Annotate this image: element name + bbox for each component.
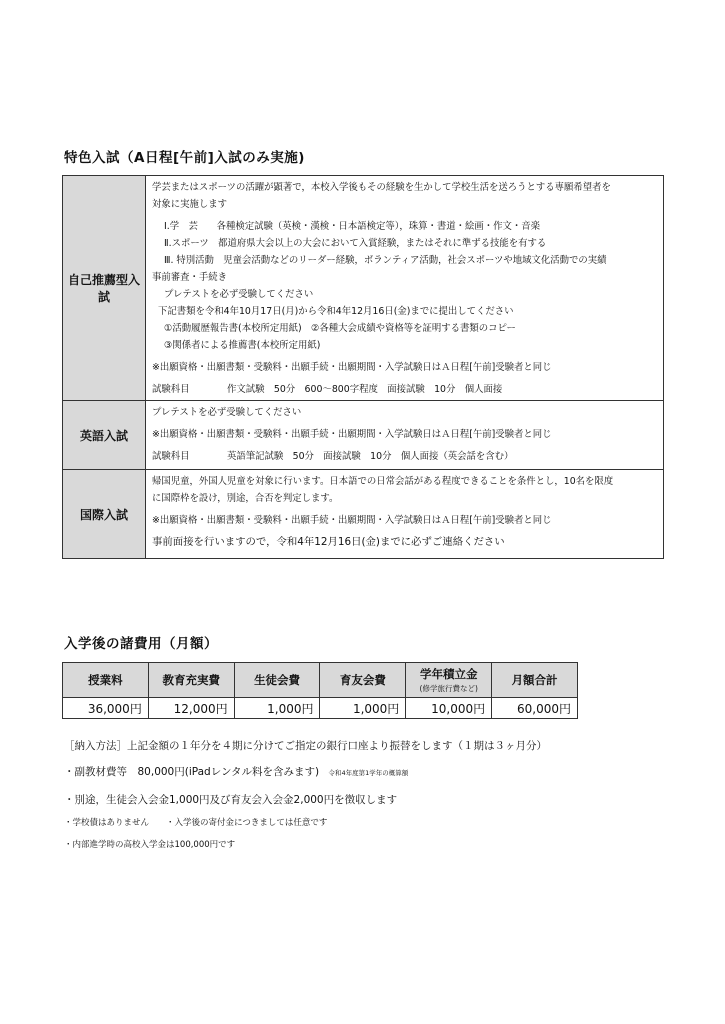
pretest-note: プレテストを必ず受験してください: [152, 407, 302, 418]
fee-header-savings-sub: (修学旅行費など): [419, 684, 478, 693]
documents-deadline: 下記書類を令和4年10月17日(月)から令和4年12月16日(金)までに提出してください: [158, 306, 514, 317]
category-special-activities: Ⅲ. 特別活動 児童会活動などのリーダー経験，ボランティア活動，社会スポーツや地域文化活動での実績: [164, 255, 607, 266]
table-row: [63, 470, 664, 559]
table-row: [63, 401, 664, 470]
pretest-note: プレテストを必ず受験してください: [164, 289, 314, 300]
fee-header-savings: [406, 663, 492, 698]
monthly-fees-table: [62, 662, 578, 719]
materials-fee-footnote: 令和4年度第1学年の概算額: [328, 769, 409, 777]
self-recommendation-details: [146, 176, 664, 401]
school-bond-note: ・学校債はありません ・入学後の寄付金につきましては任意です: [64, 818, 328, 828]
fees-header-row: [63, 663, 578, 698]
materials-fee-note: [64, 764, 408, 779]
fee-header-education: 教育充実費: [148, 663, 234, 698]
self-recommendation-label: 自己推薦型入試: [63, 176, 146, 401]
self-intro-line: 対象に実施します: [152, 199, 228, 210]
same-as-a-schedule-note: ※出願資格・出願書類・受験料・出願手続・出願期間・入学試験日はＡ日程[午前]受験者と同じ: [152, 362, 552, 373]
exam-subjects: 試験科目 作文試験 50分 600～800字程度 面接試験 10分 個人面接: [152, 384, 503, 395]
fee-value-student-council: 1,000円: [234, 698, 320, 719]
payment-method-note: ［納入方法］上記金額の１年分を４期に分けてご指定の銀行口座より振替をします（１期は３ヶ月分）: [64, 740, 547, 752]
fee-header-total: 月額合計: [492, 663, 578, 698]
documents-list: ①活動履歴報告書(本校所定用紙) ②各種大会成績や資格等を証明する書類のコピー: [164, 323, 516, 334]
fee-value-education: 12,000円: [148, 698, 234, 719]
international-description: 帰国児童，外国人児童を対象に行います。日本語での日常会話がある程度できることを条件とし，10名を限度: [152, 476, 614, 487]
international-exam-details: [146, 470, 664, 559]
procedure-heading: 事前審査・手続き: [152, 272, 228, 283]
special-exam-title: 特色入試（A日程[午前]入試のみ実施): [64, 150, 305, 166]
fee-header-savings-label: 学年積立金: [419, 667, 478, 681]
international-exam-label: 国際入試: [63, 470, 146, 559]
internal-progression-note: ・内部進学時の高校入学金は100,000円です: [64, 840, 236, 850]
table-row: [63, 176, 664, 401]
english-exam-details: [146, 401, 664, 470]
english-exam-label: 英語入試: [63, 401, 146, 470]
special-exam-table: [62, 175, 664, 559]
documents-list: ③関係者による推薦書(本校所定用紙): [164, 340, 321, 351]
fee-value-savings: 10,000円: [406, 698, 492, 719]
category-sports: Ⅱ.スポーツ 都道府県大会以上の大会において入賞経験，またはそれに準ずる技能を有する: [164, 238, 547, 249]
fees-title: 入学後の諸費用（月額）: [64, 636, 218, 652]
materials-fee-text: ・副教材費等 80,000円(iPadレンタル料を含みます): [64, 766, 320, 778]
self-intro-line: 学芸またはスポーツの活躍が顕著で，本校入学後もその経験を生かして学校生活を送ろうとする専願希望者を: [152, 182, 611, 193]
fee-value-tuition: 36,000円: [63, 698, 149, 719]
same-as-a-schedule-note: ※出願資格・出願書類・受験料・出願手続・出願期間・入学試験日はＡ日程[午前]受験者と同じ: [152, 429, 552, 440]
fee-value-pta: 1,000円: [320, 698, 406, 719]
category-arts: Ⅰ.学 芸 各種検定試験（英検・漢検・日本語検定等），珠算・書道・絵画・作文・音楽: [164, 221, 541, 232]
fee-value-total: 60,000円: [492, 698, 578, 719]
fee-header-pta: 育友会費: [320, 663, 406, 698]
fees-value-row: [63, 698, 578, 719]
entry-fee-note: ・別途，生徒会入会金1,000円及び育友会入会金2,000円を徴収します: [64, 794, 398, 806]
fee-header-student-council: 生徒会費: [234, 663, 320, 698]
interview-notice: 事前面接を行いますので，令和4年12月16日(金)までに必ずご連絡ください: [152, 536, 505, 548]
exam-subjects: 試験科目 英語筆記試験 50分 面接試験 10分 個人面接（英会話を含む）: [152, 451, 514, 462]
same-as-a-schedule-note: ※出願資格・出願書類・受験料・出願手続・出願期間・入学試験日はＡ日程[午前]受験者と同じ: [152, 515, 552, 526]
international-description: に国際枠を設け，別途，合否を判定します。: [152, 493, 339, 504]
fee-header-tuition: 授業料: [63, 663, 149, 698]
